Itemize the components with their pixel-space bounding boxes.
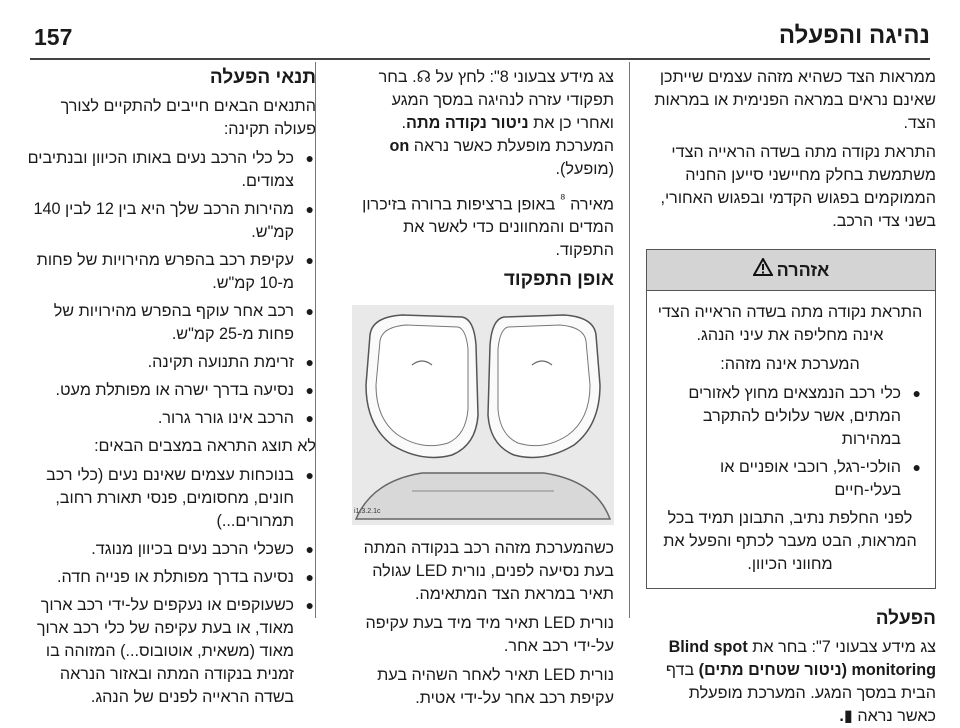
bullet-icon: ●: [912, 385, 921, 401]
list-item: [26, 351, 316, 374]
list-item: [26, 594, 316, 709]
bullet-icon: ●: [305, 382, 314, 398]
bold-text: Blind spot monitoring (ניטור שטחים מתים): [668, 638, 936, 679]
bullet-icon: ●: [305, 201, 314, 217]
list-item: [657, 456, 923, 502]
right-mirror-icon: [488, 315, 600, 457]
warning-text: המערכת אינה מזהה:: [720, 355, 860, 373]
list-item-text: זרימת התנועה תקינה.: [147, 353, 294, 371]
bullet-icon: ●: [912, 459, 921, 475]
list-item: [26, 464, 316, 533]
paragraph: [352, 66, 614, 181]
list-item: [26, 198, 316, 244]
warning-list: [657, 382, 923, 502]
column-divider: [629, 62, 630, 618]
list-item-text: בנוכחות עצמים שאינם נעים (כלי רכב חונים, מחסומים, פנסי תאורת רחוב, תמרורים...): [46, 466, 294, 530]
paragraph: ממראות הצד כשהיא מזהה עצמים שייתכן שאינם נראים במראה הפנימית או במראות הצד.: [654, 68, 936, 132]
text: מאירה: [570, 195, 614, 214]
text: . בחר תפקודי עזרה לנהיגה במסך המגע ואחרי כן את: [378, 68, 614, 132]
paragraph: נורית LED תאיר לאחר השהיה בעת עקיפת רכב אחר על-ידי אטית.: [377, 666, 614, 708]
operation-heading: הפעלה: [875, 608, 936, 629]
middle-column: [352, 66, 614, 708]
warning-triangle-icon: [753, 258, 773, 282]
list-item-text: נסיעה בדרך מפותלת או פנייה חדה.: [56, 568, 294, 586]
no-alert-list: [26, 464, 316, 709]
bold-text: on: [389, 137, 410, 155]
text: . המערכת מופעלת כאשר נראה: [401, 114, 614, 155]
list-item: [26, 300, 316, 346]
list-item-text: נסיעה בדרך ישרה או מפותלת מעט.: [55, 381, 294, 399]
text: צג מידע צבעוני 7": בחר את: [752, 638, 936, 656]
mirrors-image: [352, 305, 614, 525]
bullet-icon: ●: [305, 541, 314, 557]
list-item-text: כלי רכב הנמצאים מחוץ לאזורים המתים, אשר עלולים להתקרב במהירות: [688, 384, 901, 448]
list-item-text: רכב אחר עוקף בהפרש מהירויות של פחות מ-25 קמ"ש.: [53, 302, 294, 343]
indicator-icon: ▮.: [839, 707, 853, 725]
list-item: [26, 249, 316, 295]
warning-title: אזהרה: [776, 259, 830, 280]
text: באופן ברציפות ברורה בזיכרון המדים והמחוונים כדי לאשר את התפקוד.: [362, 195, 614, 260]
header-rule: [30, 58, 930, 60]
page-header: [30, 16, 930, 52]
paragraph: לא תוצג התראה במצבים הבאים:: [94, 437, 316, 455]
function-heading: אופן התפקוד: [503, 269, 614, 291]
warning-text: לפני החלפת נתיב, התבונן תמיד בכל המראות, הבט מעבר לכתף והפעל את מחווני הכיוון.: [663, 509, 917, 573]
conditions-heading: תנאי הפעלה: [209, 67, 316, 88]
bullet-icon: ●: [305, 150, 314, 166]
left-column: [26, 66, 316, 706]
list-item-text: מהירות הרכב שלך היא בין 12 לבין 140 קמ"ש.: [33, 200, 294, 241]
bullet-icon: ●: [305, 354, 314, 370]
list-item-text: כל כלי הרכב נעים באותו הכיוון ובנתיבים צמודים.: [27, 149, 294, 190]
warning-body: [647, 291, 935, 588]
page-number: 157: [34, 24, 73, 50]
paragraph: נורית LED תאיר מיד מיד בעת עקיפה על-ידי רכב אחר.: [365, 614, 614, 656]
list-item-text: עקיפת רכב בהפרש מהירויות של פחות מ-10 קמ"ש.: [36, 251, 294, 292]
paragraph: התנאים הבאים חייבים להתקיים לצורך פעולה תקינה:: [60, 97, 316, 138]
list-item-text: כשכלי הרכב נעים בכיוון מנוגד.: [91, 540, 294, 558]
assist-icon: ☊: [416, 68, 431, 86]
list-item: [657, 382, 923, 451]
paragraph: [352, 187, 614, 262]
text: צג מידע צבעוני 8": לחץ על: [435, 68, 614, 86]
bullet-icon: ●: [305, 569, 314, 585]
bullet-icon: ●: [305, 410, 314, 426]
text: (מופעל).: [555, 160, 614, 178]
list-item: [26, 538, 316, 561]
list-item: [26, 566, 316, 589]
warning-header: [647, 250, 935, 291]
section-title: נהיגה והפעלה: [778, 22, 930, 49]
bullet-icon: ●: [305, 252, 314, 268]
text: בדף הבית במסך המגע. המערכת מופעלת כאשר נראה: [665, 661, 936, 725]
mirrors-illustration: [352, 305, 614, 525]
bullet-icon: ●: [305, 467, 314, 483]
list-item: [26, 379, 316, 402]
list-item: [26, 147, 316, 193]
right-column: [646, 66, 936, 725]
bullet-icon: ●: [305, 303, 314, 319]
warning-box: [646, 249, 936, 589]
list-item-text: כשעוקפים או נעקפים על-ידי רכב ארוך מאוד, או בעת עקיפה של כלי רכב ארוך מאוד (משאית, אוטובוס...) המזוהה בו זמנית בנקודה המתה ובאזור הנראה בשדה הראייה לפנים של הנהג.: [36, 596, 294, 706]
paragraph: כשהמערכת מזהה רכב בנקודה המתה בעת נסיעה לפנים, נורית LED עגולה תאיר במראת הצד המתאימה.: [363, 539, 614, 604]
list-item: [26, 407, 316, 430]
list-item-text: הולכי-רגל, רוכבי אופניים או בעלי-חיים: [720, 458, 901, 499]
superscript: ⁸: [559, 191, 566, 206]
figure-code: i1.3.2.1c: [354, 508, 381, 516]
list-item-text: הרכב אינו גורר גרור.: [157, 409, 294, 427]
paragraph: [646, 636, 936, 728]
conditions-list: [26, 147, 316, 430]
bold-text: ניטור נקודה מתה: [406, 114, 529, 132]
left-mirror-icon: [366, 315, 478, 457]
bullet-icon: ●: [305, 597, 314, 613]
warning-text: התראת נקודה מתה בשדה הראייה הצדי אינה מחליפה את עיני הנהג.: [657, 303, 923, 344]
paragraph: התראת נקודה מתה בשדה הראייה הצדי משתמשת בחלק מחיישני סייען החניה הממוקמים בפגוש הקדמי ובפגוש האחורי, בשני צדי הרכב.: [660, 143, 936, 230]
